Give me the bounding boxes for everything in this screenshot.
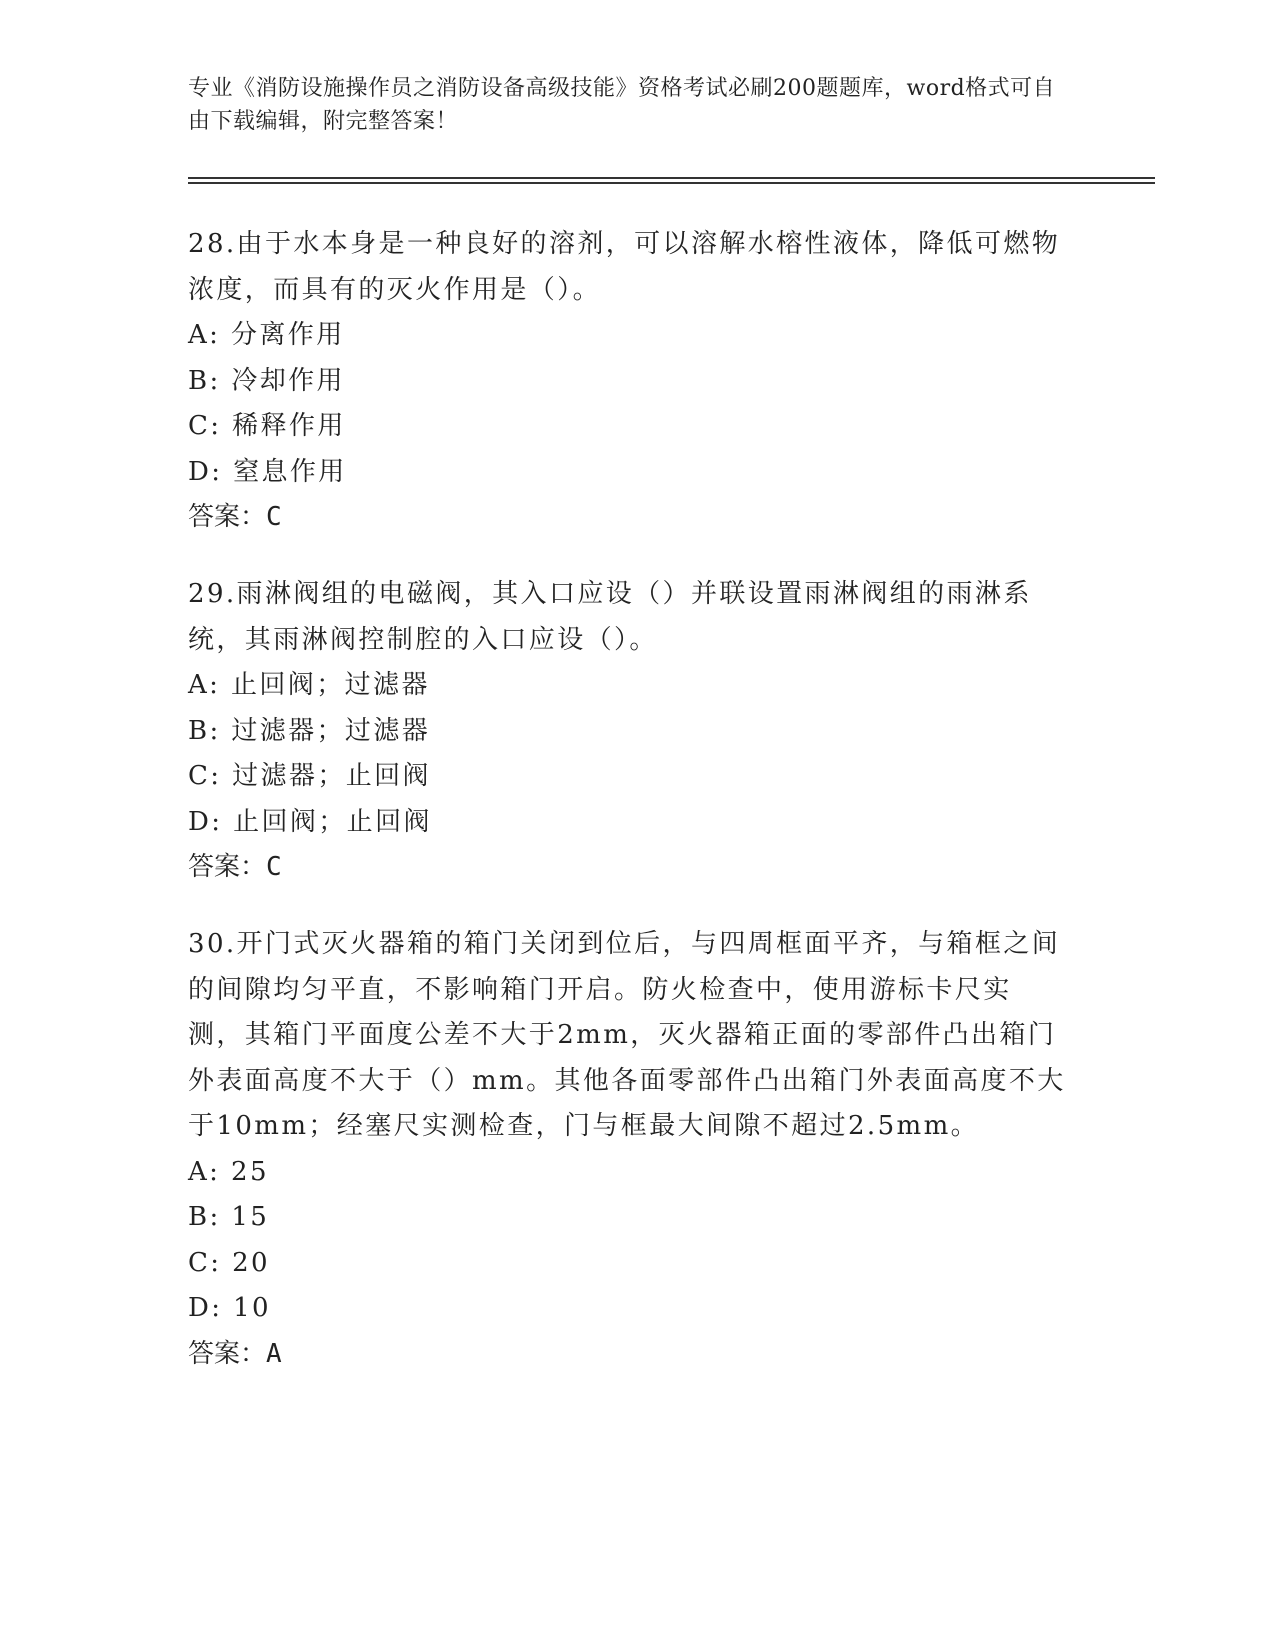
- question-stem: 30.开门式灭火器箱的箱门关闭到位后，与四周框面平齐，与箱框之间的间隙均匀平直，不影响箱门开启。防火检查中，使用游标卡尺实测，其箱门平面度公差不大于2mm，灭火器箱正面的零部件凸出箱门外表面高度不大于（）mm。其他各面零部件凸出箱门外表面高度不大于10mm；经塞尺实测检查，门与框最大间隙不超过2.5mm。: [188, 929, 1066, 1141]
- option-b: B: 冷却作用: [188, 365, 345, 396]
- answer-value: C: [266, 502, 282, 532]
- answer-label: 答案：: [188, 1338, 267, 1369]
- option-a: A: 25: [188, 1156, 269, 1187]
- question-30: [188, 922, 1068, 1377]
- option-a: A: 止回阀；过滤器: [188, 670, 430, 700]
- question-28: [188, 222, 1068, 541]
- option-c: C: 20: [188, 1247, 271, 1278]
- option-c: C: 稀释作用: [188, 411, 346, 441]
- option-a: A: 分离作用: [188, 320, 345, 350]
- answer-value: A: [266, 1338, 282, 1369]
- question-stem: 29.雨淋阀组的电磁阀，其入口应设（）并联设置雨淋阀组的雨淋系统，其雨淋阀控制腔的入口应设（）。: [188, 579, 1032, 655]
- header-divider-top: [188, 177, 1155, 179]
- answer-value: C: [266, 852, 282, 882]
- header-divider-bottom: [188, 182, 1155, 184]
- option-d: D: 止回阀；止回阀: [188, 806, 432, 837]
- answer-label: 答案：: [188, 852, 267, 882]
- answer-label: 答案：: [188, 502, 267, 532]
- answer-line: [188, 495, 1068, 541]
- option-c: C: 过滤器；止回阀: [188, 761, 431, 791]
- option-d: D: 窒息作用: [188, 456, 347, 487]
- option-d: D: 10: [188, 1293, 271, 1323]
- document-header: 专业《消防设施操作员之消防设备高级技能》资格考试必刷200题题库，word格式可自由下载编辑，附完整答案！: [188, 76, 1056, 134]
- answer-line: [188, 845, 1068, 891]
- question-29: [188, 572, 1068, 891]
- answer-line: [188, 1332, 1068, 1378]
- question-stem: 28.由于水本身是一种良好的溶剂，可以溶解水榕性液体，降低可燃物浓度，而具有的灭火作用是（）。: [188, 229, 1061, 305]
- option-b: B: 过滤器；过滤器: [188, 715, 431, 746]
- option-b: B: 15: [188, 1202, 270, 1232]
